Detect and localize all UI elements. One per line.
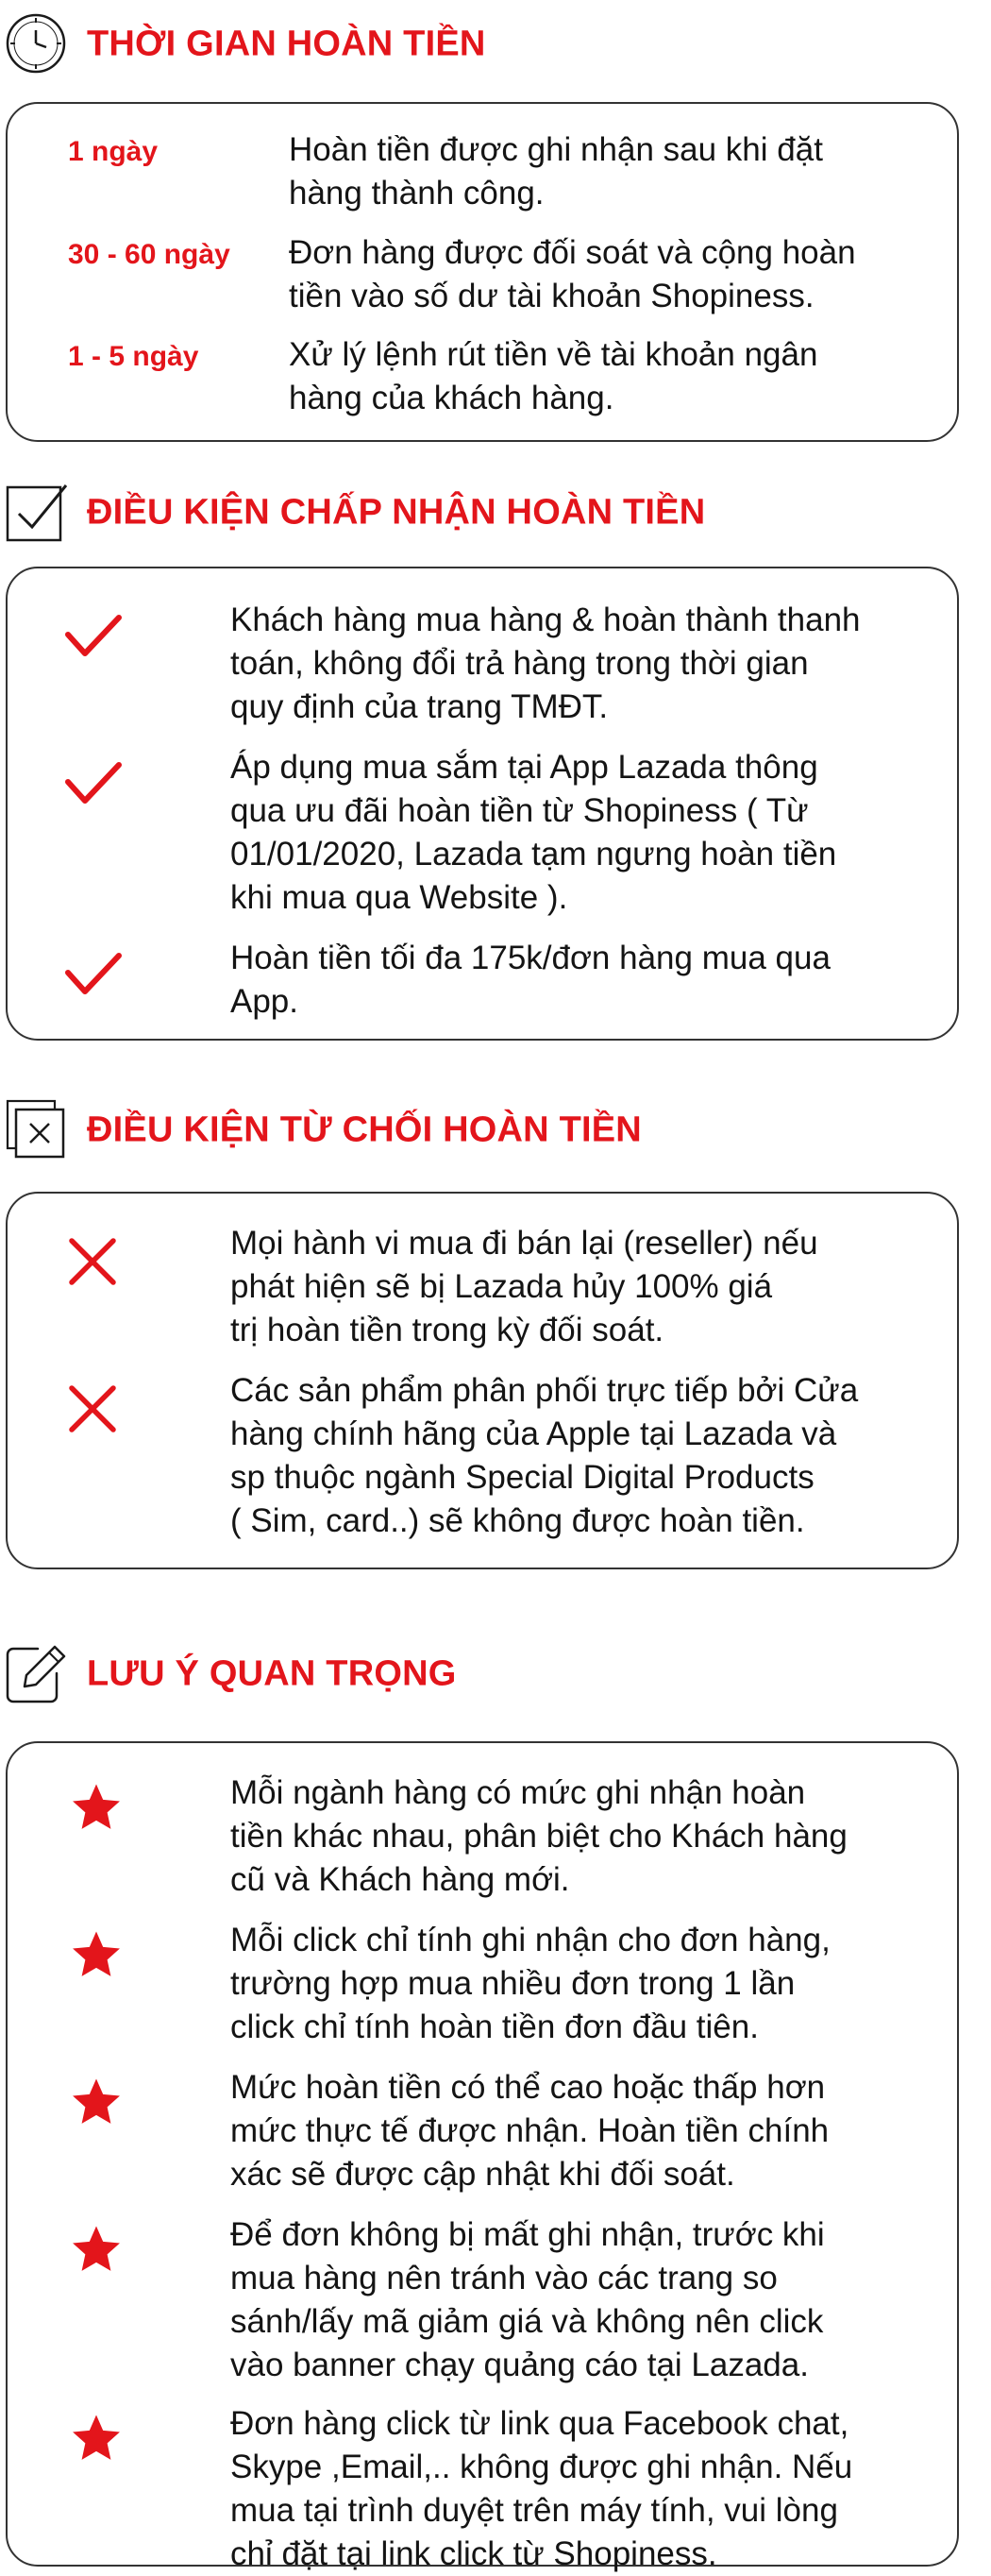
notes-item-text: Đơn hàng click từ link qua Facebook chat, Skype ,Email,.. không được ghi nhận. Nếu mua tại trình duyệt trên máy tính, vui lòng chỉ đặt tại link click từ Shopiness. <box>230 2405 853 2572</box>
timing-label: 1 ngày <box>68 136 159 167</box>
star-icon <box>70 2223 123 2276</box>
notes-item-text: Mức hoàn tiền có thể cao hoặc thấp hơn mức thực tế được nhận. Hoàn tiền chính xác sẽ được cập nhật khi đối soát. <box>230 2069 830 2193</box>
star-icon <box>70 1781 123 1834</box>
checkmark-icon <box>62 604 123 665</box>
notes-item-text: Mỗi click chỉ tính ghi nhận cho đơn hàng, trường hợp mua nhiều đơn trong 1 lần click chỉ tính hoàn tiền đơn đầu tiên. <box>230 1922 831 2045</box>
clock-icon <box>4 11 68 76</box>
checkmark-icon <box>62 752 123 812</box>
checkbox-icon <box>4 480 68 544</box>
timing-title: THỜI GIAN HOÀN TIỀN <box>87 24 486 64</box>
star-icon <box>70 2412 123 2465</box>
notes-item-text: Mỗi ngành hàng có mức ghi nhận hoàn tiền khác nhau, phân biệt cho Khách hàng cũ và Khách hàng mới. <box>230 1774 848 1898</box>
reject-card <box>6 1192 959 1569</box>
pencil-edit-icon <box>4 1641 68 1705</box>
notes-card <box>6 1741 959 2572</box>
timing-desc: Hoàn tiền được ghi nhận sau khi đặt hàng thành công. <box>289 131 823 212</box>
accept-title: ĐIỀU KIỆN CHẤP NHẬN HOÀN TIỀN <box>87 492 706 533</box>
timing-label: 30 - 60 ngày <box>68 239 230 270</box>
reject-item-text: Các sản phẩm phân phối trực tiếp bởi Cửa hàng chính hãng của Apple tại Lazada và sp thuộc ngành Special Digital Products ( Sim, card..) sẽ không được hoàn tiền. <box>230 1372 859 1539</box>
star-icon <box>70 2076 123 2128</box>
cross-icon <box>62 1379 123 1439</box>
notes-item-text: Để đơn không bị mất ghi nhận, trước khi mua hàng nên tránh vào các trang so sánh/lấy mã giảm giá và không nên click vào banner chạy quảng cáo tại Lazada. <box>230 2216 825 2383</box>
timing-desc: Xử lý lệnh rút tiền về tài khoản ngân hàng của khách hàng. <box>289 336 818 416</box>
checkmark-icon <box>62 942 123 1003</box>
reject-box-icon <box>4 1097 68 1161</box>
notes-title: LƯU Ý QUAN TRỌNG <box>87 1653 457 1694</box>
accept-card <box>6 567 959 1041</box>
star-icon <box>70 1928 123 1981</box>
reject-item-text: Mọi hành vi mua đi bán lại (reseller) nếu phát hiện sẽ bị Lazada hủy 100% giá trị hoàn tiền trong kỳ đối soát. <box>230 1225 818 1348</box>
cross-icon <box>62 1231 123 1292</box>
accept-item-text: Áp dụng mua sắm tại App Lazada thông qua ưu đãi hoàn tiền từ Shopiness ( Từ 01/01/2020, Lazada tạm ngưng hoàn tiền khi mua qua Website ). <box>230 749 837 916</box>
timing-label: 1 - 5 ngày <box>68 341 199 372</box>
accept-item-text: Hoàn tiền tối đa 175k/đơn hàng mua qua App. <box>230 940 831 1020</box>
reject-title: ĐIỀU KIỆN TỪ CHỐI HOÀN TIỀN <box>87 1110 642 1150</box>
timing-card <box>6 102 959 442</box>
timing-desc: Đơn hàng được đối soát và cộng hoàn tiền vào số dư tài khoản Shopiness. <box>289 234 856 314</box>
accept-item-text: Khách hàng mua hàng & hoàn thành thanh toán, không đổi trả hàng trong thời gian quy định của trang TMĐT. <box>230 602 861 725</box>
